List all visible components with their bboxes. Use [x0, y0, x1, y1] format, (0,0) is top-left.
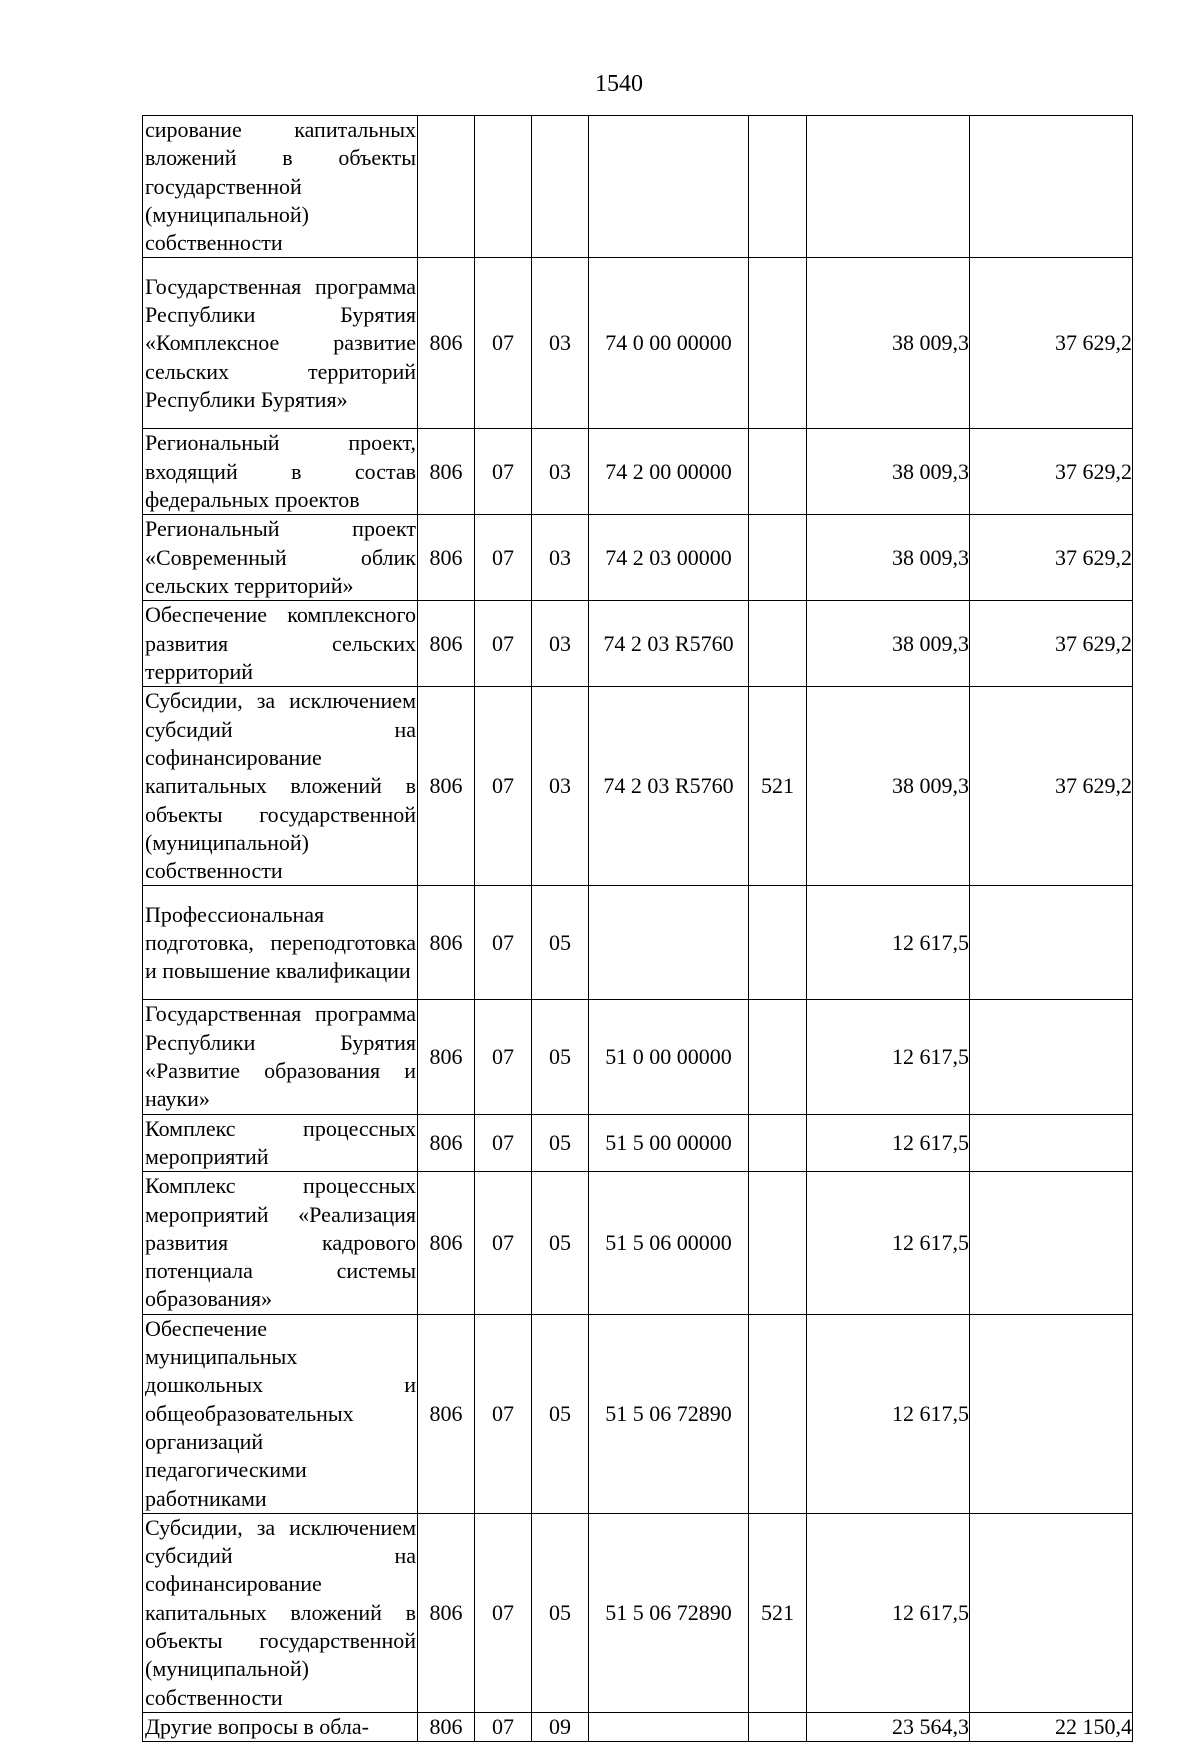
section-code: 07	[475, 1172, 532, 1314]
subsection-code	[532, 116, 589, 258]
type-code: 521	[749, 1513, 807, 1712]
target-code	[589, 1712, 749, 1741]
table-row	[143, 116, 1133, 258]
type-code	[749, 886, 807, 1000]
target-code: 51 5 00 00000	[589, 1114, 749, 1172]
table-row	[143, 258, 1133, 429]
type-code	[749, 1712, 807, 1741]
admin-code: 806	[418, 258, 475, 429]
sum-year-2: 37 629,2	[970, 687, 1133, 886]
sum-year-2	[970, 1172, 1133, 1314]
budget-table	[142, 115, 1133, 1742]
sum-year-2: 37 629,2	[970, 258, 1133, 429]
section-code: 07	[475, 1712, 532, 1741]
table-row	[143, 687, 1133, 886]
target-code: 51 5 06 72890	[589, 1513, 749, 1712]
admin-code: 806	[418, 429, 475, 515]
row-name: Государственная программа Республики Бурятия «Комплексное развитие сельских территорий Республики Бурятия»	[143, 258, 418, 429]
section-code	[475, 116, 532, 258]
sum-year-1: 12 617,5	[807, 1314, 970, 1513]
sum-year-1: 23 564,3	[807, 1712, 970, 1741]
section-code: 07	[475, 1114, 532, 1172]
row-name: Субсидии, за исключением субсидий на софинансирование капитальных вложений в объекты государственной (муниципальной) собственности	[143, 687, 418, 886]
sum-year-1: 12 617,5	[807, 1114, 970, 1172]
table-row	[143, 1114, 1133, 1172]
sum-year-1: 12 617,5	[807, 1172, 970, 1314]
admin-code: 806	[418, 886, 475, 1000]
sum-year-2	[970, 1513, 1133, 1712]
table-row	[143, 1172, 1133, 1314]
table-row	[143, 886, 1133, 1000]
subsection-code: 03	[532, 258, 589, 429]
row-name: Комплекс процессных мероприятий	[143, 1114, 418, 1172]
subsection-code: 05	[532, 886, 589, 1000]
type-code: 521	[749, 687, 807, 886]
admin-code	[418, 116, 475, 258]
admin-code: 806	[418, 1000, 475, 1114]
table-row	[143, 1513, 1133, 1712]
table-row	[143, 1712, 1133, 1741]
subsection-code: 05	[532, 1314, 589, 1513]
sum-year-2	[970, 1114, 1133, 1172]
row-name: Субсидии, за исключением субсидий на софинансирование капитальных вложений в объекты государственной (муниципальной) собственности	[143, 1513, 418, 1712]
sum-year-2	[970, 1000, 1133, 1114]
admin-code: 806	[418, 687, 475, 886]
row-name: Региональный проект «Современный облик сельских территорий»	[143, 515, 418, 601]
subsection-code: 05	[532, 1000, 589, 1114]
sum-year-1: 38 009,3	[807, 429, 970, 515]
row-name: сирование капитальных вложений в объекты государственной (муниципальной) собственности	[143, 116, 418, 258]
page-number: 1540	[595, 71, 643, 97]
sum-year-2: 37 629,2	[970, 515, 1133, 601]
subsection-code: 09	[532, 1712, 589, 1741]
table-row	[143, 601, 1133, 687]
target-code	[589, 116, 749, 258]
target-code: 74 2 03 R5760	[589, 601, 749, 687]
section-code: 07	[475, 515, 532, 601]
target-code: 74 2 03 00000	[589, 515, 749, 601]
admin-code: 806	[418, 515, 475, 601]
type-code	[749, 1172, 807, 1314]
sum-year-2: 37 629,2	[970, 601, 1133, 687]
table-row	[143, 429, 1133, 515]
row-name: Другие вопросы в обла-	[143, 1712, 418, 1741]
section-code: 07	[475, 687, 532, 886]
target-code	[589, 886, 749, 1000]
sum-year-1: 38 009,3	[807, 601, 970, 687]
type-code	[749, 429, 807, 515]
sum-year-1: 12 617,5	[807, 1513, 970, 1712]
section-code: 07	[475, 601, 532, 687]
type-code	[749, 1114, 807, 1172]
section-code: 07	[475, 886, 532, 1000]
target-code: 74 2 00 00000	[589, 429, 749, 515]
section-code: 07	[475, 258, 532, 429]
type-code	[749, 1314, 807, 1513]
type-code	[749, 601, 807, 687]
type-code	[749, 258, 807, 429]
subsection-code: 05	[532, 1172, 589, 1314]
row-name: Обеспечение муниципальных дошкольных и общеобразовательных организаций педагогическими работниками	[143, 1314, 418, 1513]
admin-code: 806	[418, 1314, 475, 1513]
row-name: Обеспечение комплексного развития сельских территорий	[143, 601, 418, 687]
section-code: 07	[475, 1513, 532, 1712]
sum-year-2: 37 629,2	[970, 429, 1133, 515]
sum-year-2	[970, 116, 1133, 258]
type-code	[749, 1000, 807, 1114]
table-row	[143, 1314, 1133, 1513]
row-name: Региональный проект, входящий в состав федеральных проектов	[143, 429, 418, 515]
type-code	[749, 116, 807, 258]
subsection-code: 05	[532, 1114, 589, 1172]
row-name: Комплекс процессных мероприятий «Реализация развития кадрового потенциала системы образования»	[143, 1172, 418, 1314]
sum-year-1: 12 617,5	[807, 886, 970, 1000]
target-code: 51 0 00 00000	[589, 1000, 749, 1114]
type-code	[749, 515, 807, 601]
subsection-code: 03	[532, 601, 589, 687]
row-name: Профессиональная подготовка, переподготовка и повышение квалификации	[143, 886, 418, 1000]
target-code: 74 2 03 R5760	[589, 687, 749, 886]
admin-code: 806	[418, 1712, 475, 1741]
admin-code: 806	[418, 601, 475, 687]
table-row	[143, 1000, 1133, 1114]
admin-code: 806	[418, 1513, 475, 1712]
subsection-code: 03	[532, 687, 589, 886]
target-code: 74 0 00 00000	[589, 258, 749, 429]
admin-code: 806	[418, 1172, 475, 1314]
admin-code: 806	[418, 1114, 475, 1172]
sum-year-1: 12 617,5	[807, 1000, 970, 1114]
sum-year-2	[970, 886, 1133, 1000]
table-row	[143, 515, 1133, 601]
section-code: 07	[475, 1314, 532, 1513]
section-code: 07	[475, 1000, 532, 1114]
sum-year-1: 38 009,3	[807, 687, 970, 886]
sum-year-1	[807, 116, 970, 258]
sum-year-1: 38 009,3	[807, 258, 970, 429]
target-code: 51 5 06 00000	[589, 1172, 749, 1314]
subsection-code: 05	[532, 1513, 589, 1712]
sum-year-2	[970, 1314, 1133, 1513]
sum-year-1: 38 009,3	[807, 515, 970, 601]
row-name: Государственная программа Республики Бурятия «Развитие образования и науки»	[143, 1000, 418, 1114]
section-code: 07	[475, 429, 532, 515]
subsection-code: 03	[532, 429, 589, 515]
target-code: 51 5 06 72890	[589, 1314, 749, 1513]
subsection-code: 03	[532, 515, 589, 601]
sum-year-2: 22 150,4	[970, 1712, 1133, 1741]
